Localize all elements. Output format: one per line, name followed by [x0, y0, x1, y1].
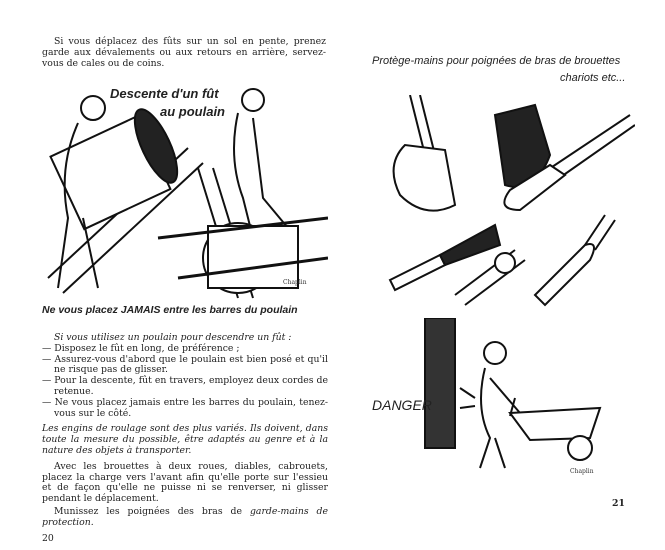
- hand-guards-illustration: [385, 95, 635, 310]
- list-item: — Assurez-vous d'abord que le poulain est bien posé et qu'il ne risque pas de glisser.: [42, 353, 328, 376]
- page-number-left: 20: [42, 532, 54, 544]
- italic-paragraph: Les engins de roulage sont des plus variés. Ils doivent, dans toute la mesure du possible, être adaptés au genre et à la nature des objets à transporter.: [42, 423, 328, 456]
- list-item: — Disposez le fût en long, de préférence ;: [42, 342, 240, 354]
- illustration-title-1: Descente d'un fût: [110, 86, 219, 101]
- illustration-signature: Chaplin: [283, 279, 307, 286]
- page-number-right: 21: [612, 498, 625, 509]
- hand-guard-caption-1: Protège-mains pour poignées de bras de brouettes: [372, 55, 621, 67]
- illustration-caption: Ne vous placez JAMAIS entre les barres du poulain: [42, 304, 302, 316]
- paragraph-text: Munissez les poignées des bras de: [54, 505, 250, 517]
- paragraph-italic: garde-mains de protection.: [42, 505, 328, 528]
- list-intro: Si vous utilisez un poulain pour descendre un fût :: [54, 332, 292, 343]
- instruction-list: [42, 344, 328, 420]
- danger-illustration-signature: Chaplin: [570, 468, 594, 475]
- hand-guard-caption-2: chariots etc...: [560, 72, 626, 84]
- danger-label: DANGER: [372, 397, 432, 413]
- list-item: — Ne vous placez jamais entre les barres du poulain, tenez-vous sur le côté.: [42, 396, 328, 419]
- illustration-title-2: au poulain: [160, 104, 225, 119]
- wheelbarrow-paragraph: Avec les brouettes à deux roues, diables, cabrouets, placez la charge vers l'avant afin qu'elle porte sur l'essieu et de façon qu'elle ne puisse ni se renverser, ni glisser pendant le déplacement.: [42, 460, 328, 505]
- left-body-text: [42, 333, 328, 544]
- intro-paragraph: Si vous déplacez des fûts sur un sol en pente, prenez garde aux dévalements ou aux retours en arrière, servez-vous de cales ou de coins.: [42, 36, 326, 69]
- wheelbarrow-danger-illustration: [420, 318, 620, 478]
- hand-guard-paragraph: [42, 507, 328, 529]
- list-item: — Pour la descente, fût en travers, employez deux cordes de retenue.: [42, 375, 328, 397]
